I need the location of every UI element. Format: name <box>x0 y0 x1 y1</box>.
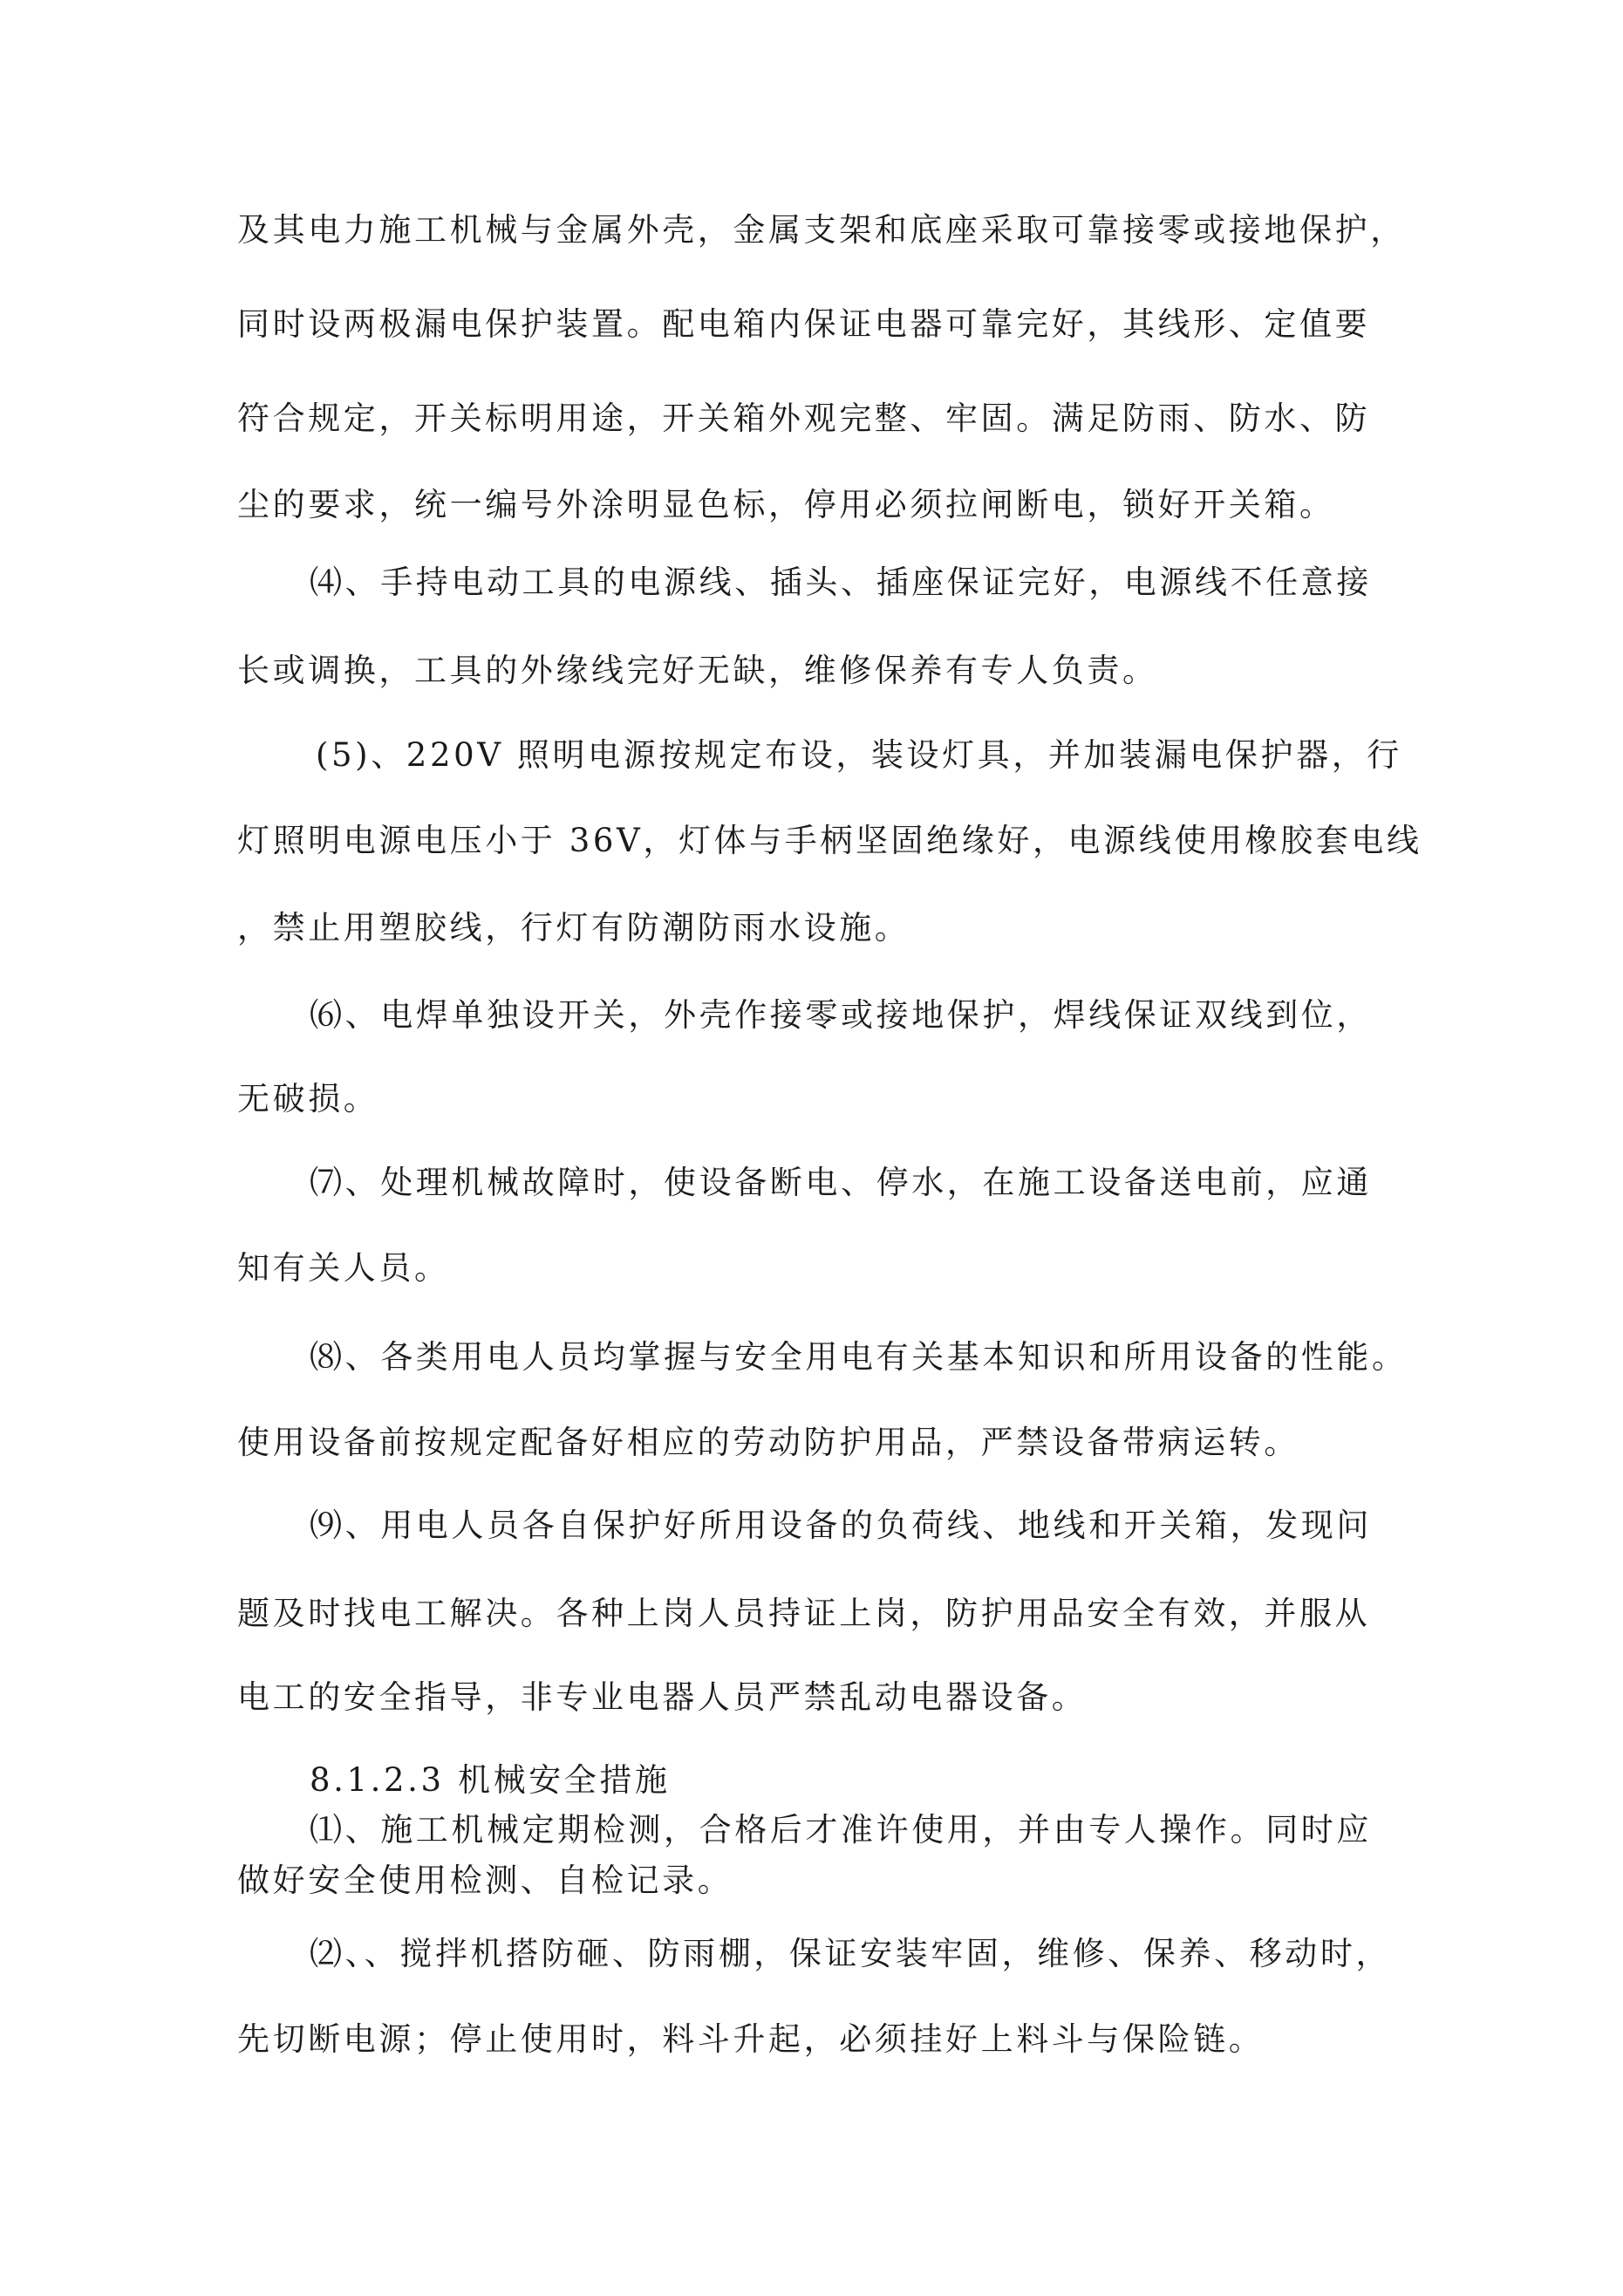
text-line: 电工的安全指导，非专业电器人员严禁乱动电器设备。 <box>237 1678 1088 1716</box>
text-line: 知有关人员。 <box>237 1249 450 1287</box>
text-line: ⑵、、搅拌机搭防砸、防雨棚，保证安装牢固，维修、保养、移动时， <box>310 1935 1392 1972</box>
text-line: ⑼、用电人员各自保护好所用设备的负荷线、地线和开关箱，发现问 <box>310 1507 1372 1544</box>
text-line: ⑴、施工机械定期检测，合格后才准许使用，并由专人操作。同时应 <box>310 1811 1372 1848</box>
text-line: 及其电力施工机械与金属外壳，金属支架和底座采取可靠接零或接地保护， <box>237 211 1406 249</box>
text-line: ⑷、手持电动工具的电源线、插头、插座保证完好，电源线不任意接 <box>310 564 1372 601</box>
section-heading: 8.1.2.3 机械安全措施 <box>310 1761 671 1799</box>
text-line: 长或调换，工具的外缘线完好无缺，维修保养有专人负责。 <box>237 652 1158 689</box>
text-line: ⑹、电焊单独设开关，外壳作接零或接地保护，焊线保证双线到位， <box>310 996 1372 1034</box>
text-line: 题及时找电工解决。各种上岗人员持证上岗，防护用品安全有效，并服从 <box>237 1595 1371 1632</box>
text-line: 做好安全使用检测、自检记录。 <box>237 1862 733 1899</box>
text-line: 尘的要求，统一编号外涂明显色标，停用必须拉闸断电，锁好开关箱。 <box>237 486 1335 523</box>
text-line: ⑻、各类用电人员均掌握与安全用电有关基本知识和所用设备的性能。 <box>310 1338 1408 1376</box>
text-line: 使用设备前按规定配备好相应的劳动防护用品，严禁设备带病运转。 <box>237 1424 1299 1461</box>
text-line: ，禁止用塑胶线，行灯有防潮防雨水设施。 <box>237 909 910 946</box>
text-line: ⑺、处理机械故障时，使设备断电、停水，在施工设备送电前，应通 <box>310 1164 1372 1201</box>
text-line: 符合规定，开关标明用途，开关箱外观完整、牢固。满足防雨、防水、防 <box>237 400 1371 437</box>
text-line: 先切断电源；停止使用时，料斗升起，必须挂好上料斗与保险链。 <box>237 2020 1265 2058</box>
text-line: 无破损。 <box>237 1080 379 1117</box>
text-line: 灯照明电源电压小于 36V，灯体与手柄坚固绝缘好，电源线使用橡胶套电线 <box>237 822 1422 859</box>
text-line: 同时设两极漏电保护装置。配电箱内保证电器可靠完好，其线形、定值要 <box>237 305 1371 343</box>
text-line: (5)、220V 照明电源按规定布设，装设灯具，并加装漏电保护器，行 <box>316 736 1402 774</box>
